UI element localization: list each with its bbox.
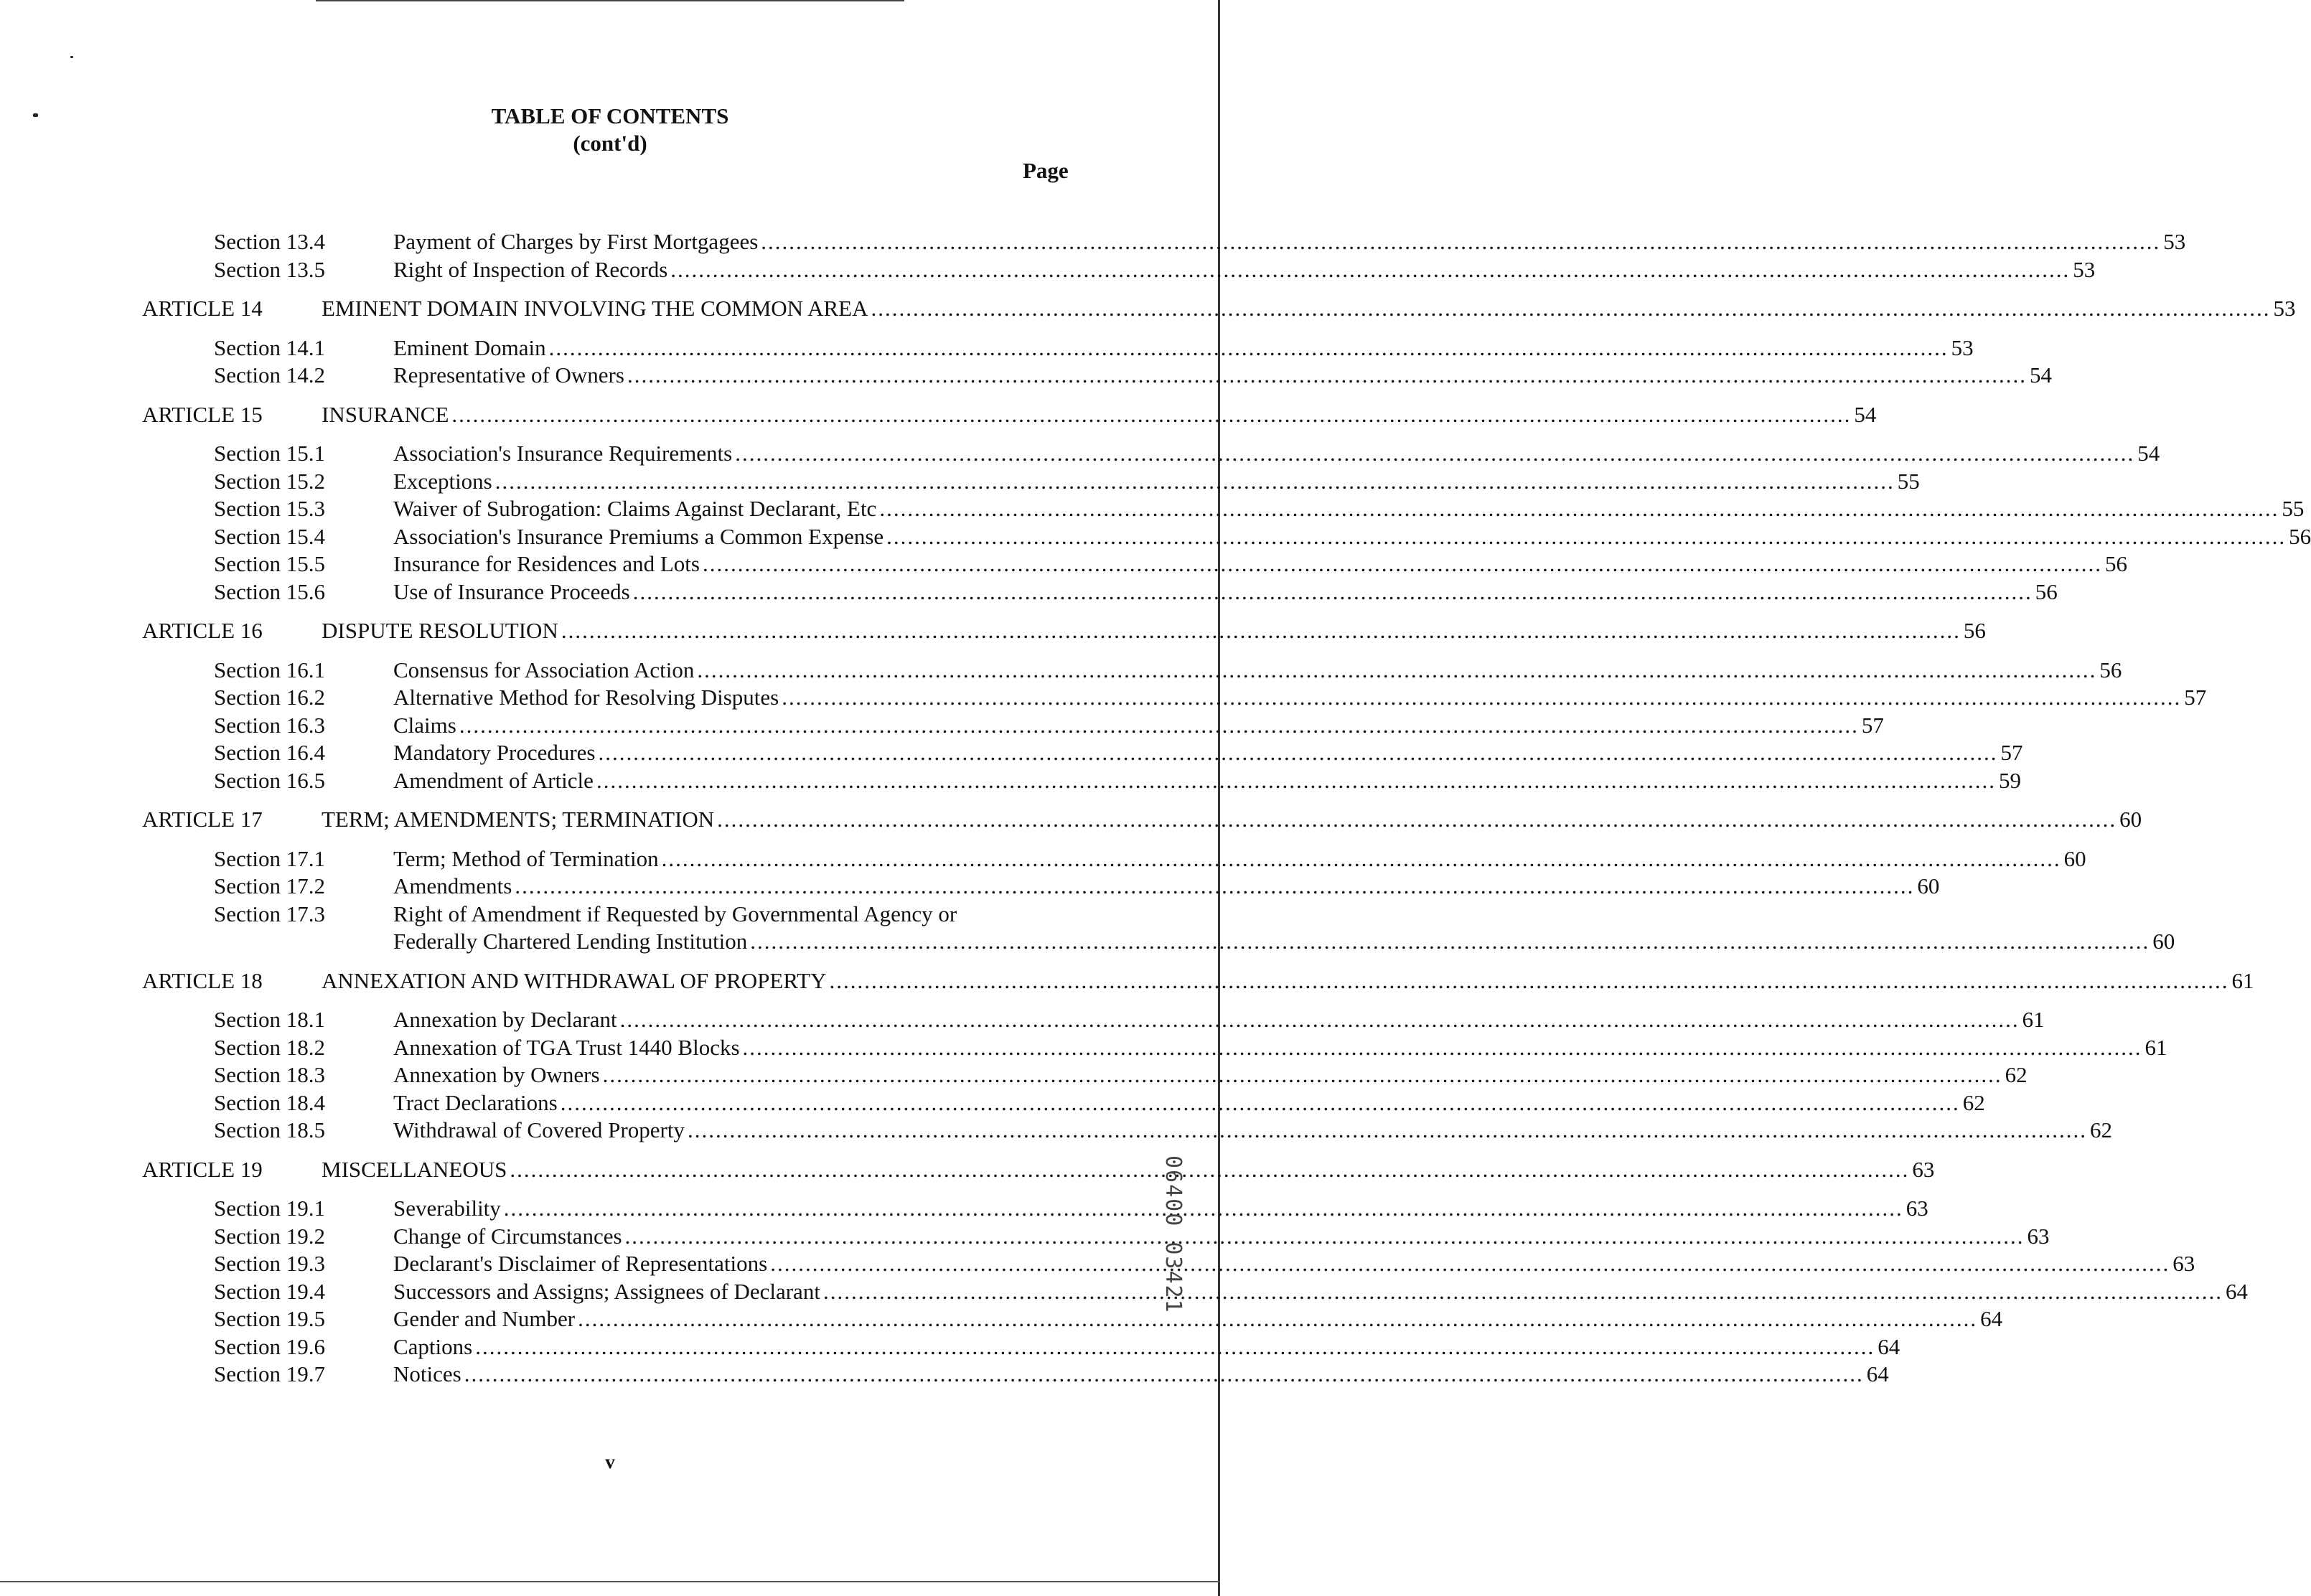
entry-title: TERM; AMENDMENTS; TERMINATION bbox=[322, 807, 715, 832]
entry-number: Section 15.4 bbox=[214, 523, 325, 549]
leader-dots: ........................................................................................................................................................................................................ bbox=[619, 1007, 2020, 1032]
entry-title: Exceptions bbox=[393, 468, 492, 494]
leader-dots: ........................................................................................................................................................................................................ bbox=[702, 551, 2102, 576]
toc-entry bbox=[0, 1006, 2045, 1034]
entry-line bbox=[393, 1223, 2050, 1251]
toc-entry bbox=[0, 1034, 2167, 1062]
entry-line bbox=[393, 845, 2086, 873]
entry-number: Section 17.2 bbox=[214, 873, 325, 898]
entry-number: Section 14.1 bbox=[214, 334, 325, 360]
entry-page: 56 bbox=[2099, 657, 2122, 682]
entry-page: 60 bbox=[2119, 807, 2142, 832]
toc-entry bbox=[0, 1223, 2050, 1251]
entry-line bbox=[393, 1250, 2195, 1278]
entry-page: 61 bbox=[2231, 967, 2254, 993]
entry-number: Section 16.5 bbox=[214, 767, 325, 793]
entry-page: 60 bbox=[2063, 845, 2086, 871]
entry-line bbox=[393, 1034, 2167, 1062]
entry-line bbox=[393, 657, 2122, 685]
entry-page: 54 bbox=[2029, 362, 2052, 388]
toc-entry bbox=[0, 468, 1920, 496]
entry-page: 59 bbox=[1998, 767, 2021, 793]
entry-title: Alternative Method for Resolving Disputes bbox=[393, 685, 779, 710]
entry-line bbox=[393, 1089, 1985, 1117]
leader-dots: ........................................................................................................................................................................................................ bbox=[697, 657, 2097, 682]
entry-number: Section 16.1 bbox=[214, 657, 325, 682]
entry-line bbox=[393, 1333, 1900, 1361]
leader-dots: ........................................................................................................................................................................................................ bbox=[560, 1089, 1960, 1115]
leader-dots: ........................................................................................................................................................................................................ bbox=[561, 618, 1961, 643]
entry-number: Section 17.1 bbox=[214, 845, 325, 871]
entry-page: 55 bbox=[1897, 468, 1920, 494]
entry-line bbox=[393, 1361, 1889, 1389]
entry-number: Section 19.7 bbox=[214, 1361, 325, 1386]
entry-title: Mandatory Procedures bbox=[393, 740, 596, 765]
entry-title: MISCELLANEOUS bbox=[322, 1156, 507, 1182]
entry-title: DISPUTE RESOLUTION bbox=[322, 618, 558, 643]
entry-line bbox=[393, 468, 1920, 496]
entry-page: 64 bbox=[1980, 1306, 2003, 1331]
toc-entry-continuation bbox=[0, 928, 2175, 956]
leader-dots: ........................................................................................................................................................................................................ bbox=[632, 578, 2033, 604]
leader-dots: ........................................................................................................................................................................................................ bbox=[475, 1333, 1875, 1359]
entry-line bbox=[393, 228, 2186, 256]
entry-number: Section 19.1 bbox=[214, 1196, 325, 1221]
leader-dots: ........................................................................................................................................................................................................ bbox=[494, 468, 1895, 494]
entry-title: Representative of Owners bbox=[393, 362, 624, 388]
entry-number: ARTICLE 16 bbox=[142, 618, 263, 643]
entry-title: Term; Method of Termination bbox=[393, 845, 659, 871]
entry-number: Section 17.3 bbox=[214, 901, 325, 926]
leader-dots: ........................................................................................................................................................................................................ bbox=[761, 229, 2161, 254]
entry-page: 60 bbox=[2152, 929, 2175, 954]
toc-entry bbox=[0, 739, 2023, 767]
toc-entry bbox=[0, 1250, 2195, 1278]
entry-number: Section 16.4 bbox=[214, 740, 325, 765]
entry-page: 63 bbox=[2172, 1251, 2195, 1276]
entry-number: ARTICLE 19 bbox=[142, 1156, 263, 1182]
entry-page: 57 bbox=[1861, 712, 1884, 738]
entry-line bbox=[322, 967, 2254, 995]
toc-entry bbox=[0, 550, 2127, 578]
entry-title: Change of Circumstances bbox=[393, 1223, 622, 1249]
toc-entry bbox=[0, 1278, 2248, 1306]
entry-title: Payment of Charges by First Mortgagees bbox=[393, 229, 759, 254]
toc-entry bbox=[0, 362, 2052, 390]
leader-dots: ........................................................................................................................................................................................................ bbox=[515, 873, 1915, 898]
page-subtitle: (cont'd) bbox=[573, 131, 647, 156]
entry-page: 64 bbox=[2225, 1278, 2248, 1304]
entry-page: 63 bbox=[2027, 1223, 2050, 1249]
toc-article bbox=[0, 806, 2142, 834]
entry-line bbox=[393, 767, 2021, 795]
entry-title: Annexation of TGA Trust 1440 Blocks bbox=[393, 1034, 740, 1060]
entry-line bbox=[393, 739, 2023, 767]
entry-line bbox=[393, 928, 2175, 956]
leader-dots: ........................................................................................................................................................................................................ bbox=[782, 685, 2182, 710]
entry-page: 62 bbox=[2089, 1117, 2112, 1142]
entry-title: Claims bbox=[393, 712, 456, 738]
entry-line bbox=[393, 440, 2160, 468]
leader-dots: ........................................................................................................................................................................................................ bbox=[822, 1278, 2223, 1304]
entry-title: Amendments bbox=[393, 873, 512, 898]
entry-title: Use of Insurance Proceeds bbox=[393, 578, 630, 604]
toc-entry bbox=[0, 1117, 2112, 1145]
entry-page: 56 bbox=[2289, 523, 2311, 549]
leader-dots: ........................................................................................................................................................................................................ bbox=[879, 496, 2279, 521]
entry-title: Right of Amendment if Requested by Governmental Agency or bbox=[393, 901, 957, 926]
toc-entry bbox=[0, 1333, 1900, 1361]
entry-line bbox=[393, 495, 2305, 523]
entry-page: 64 bbox=[1878, 1333, 1900, 1359]
entry-title: Association's Insurance Requirements bbox=[393, 441, 733, 466]
entry-line bbox=[393, 1305, 2003, 1333]
entry-page: 62 bbox=[1962, 1089, 1985, 1115]
leader-dots: ........................................................................................................................................................................................................ bbox=[548, 334, 1949, 360]
entry-number: Section 18.1 bbox=[214, 1007, 325, 1032]
leader-dots: ........................................................................................................................................................................................................ bbox=[503, 1196, 1903, 1221]
entry-title: Tract Declarations bbox=[393, 1089, 558, 1115]
toc-entry bbox=[0, 657, 2122, 685]
page-number: v bbox=[605, 1451, 615, 1473]
entry-line bbox=[322, 806, 2142, 834]
entry-page: 64 bbox=[1866, 1361, 1889, 1386]
leader-dots: ........................................................................................................................................................................................................ bbox=[510, 1156, 1910, 1182]
entry-line bbox=[393, 523, 2311, 551]
entry-number: Section 19.5 bbox=[214, 1306, 325, 1331]
entry-page: 63 bbox=[1912, 1156, 1935, 1182]
entry-line bbox=[393, 578, 2058, 606]
toc-entry bbox=[0, 712, 1884, 740]
leader-dots: ........................................................................................................................................................................................................ bbox=[661, 845, 2061, 871]
entry-number: Section 13.4 bbox=[214, 229, 325, 254]
leader-dots: ........................................................................................................................................................................................................ bbox=[578, 1306, 1978, 1331]
toc-article bbox=[0, 295, 2296, 323]
toc-entry bbox=[0, 1195, 1928, 1223]
entry-page: 60 bbox=[1917, 873, 1940, 898]
entry-number: Section 19.4 bbox=[214, 1278, 325, 1304]
entry-number: Section 14.2 bbox=[214, 362, 325, 388]
toc-entry bbox=[0, 1361, 1889, 1389]
leader-dots: ........................................................................................................................................................................................................ bbox=[829, 967, 2229, 993]
toc-article bbox=[0, 401, 1877, 429]
entry-number: ARTICLE 14 bbox=[142, 296, 263, 321]
toc-entry bbox=[0, 578, 2058, 606]
toc-entry bbox=[0, 767, 2021, 795]
toc-entry bbox=[0, 1061, 2028, 1089]
entry-line bbox=[393, 873, 1940, 901]
entry-line bbox=[393, 712, 1884, 740]
toc-entry bbox=[0, 228, 2186, 256]
leader-dots: ........................................................................................................................................................................................................ bbox=[735, 441, 2135, 466]
leader-dots: ........................................................................................................................................................................................................ bbox=[770, 1251, 2170, 1276]
entry-number: Section 19.3 bbox=[214, 1251, 325, 1276]
entry-number: Section 18.3 bbox=[214, 1062, 325, 1087]
page-column-heading: Page bbox=[1023, 158, 1069, 183]
entry-number: Section 16.3 bbox=[214, 712, 325, 738]
leader-dots: ........................................................................................................................................................................................................ bbox=[742, 1034, 2142, 1060]
entry-line bbox=[322, 1156, 1935, 1184]
toc-entry bbox=[0, 440, 2160, 468]
entry-line bbox=[393, 334, 1974, 362]
entry-number: Section 15.3 bbox=[214, 496, 325, 521]
entry-line bbox=[322, 401, 1877, 429]
entry-number: Section 18.4 bbox=[214, 1089, 325, 1115]
entry-line bbox=[393, 1195, 1928, 1223]
entry-page: 61 bbox=[2144, 1034, 2167, 1060]
leader-dots: ........................................................................................................................................................................................................ bbox=[627, 362, 2027, 388]
entry-page: 57 bbox=[2184, 685, 2207, 710]
entry-title: Declarant's Disclaimer of Representations bbox=[393, 1251, 768, 1276]
entry-title: Insurance for Residences and Lots bbox=[393, 551, 700, 576]
entry-title: Right of Inspection of Records bbox=[393, 256, 668, 282]
entry-title: Successors and Assigns; Assignees of Declarant bbox=[393, 1278, 820, 1304]
entry-number: Section 15.2 bbox=[214, 468, 325, 494]
toc-entry bbox=[0, 495, 2305, 523]
toc-entry bbox=[0, 873, 1940, 901]
leader-dots: ........................................................................................................................................................................................................ bbox=[717, 807, 2117, 832]
entry-number: ARTICLE 18 bbox=[142, 967, 263, 993]
leader-dots: ........................................................................................................................................................................................................ bbox=[886, 523, 2287, 549]
entry-title: Captions bbox=[393, 1333, 473, 1359]
document-stamp bbox=[1161, 1155, 1190, 1342]
scan-speck bbox=[70, 56, 73, 58]
toc-entry bbox=[0, 845, 2086, 873]
entry-page: 61 bbox=[2022, 1007, 2045, 1032]
leader-dots: ........................................................................................................................................................................................................ bbox=[598, 740, 1998, 765]
entry-page: 56 bbox=[1963, 618, 1986, 643]
entry-number: Section 16.2 bbox=[214, 685, 325, 710]
toc-entry bbox=[0, 1305, 2003, 1333]
toc-article bbox=[0, 1156, 1935, 1184]
toc-article bbox=[0, 617, 1986, 645]
entry-line bbox=[393, 1061, 2028, 1089]
entry-line bbox=[393, 550, 2127, 578]
entry-title: Annexation by Owners bbox=[393, 1062, 600, 1087]
entry-number: ARTICLE 17 bbox=[142, 807, 263, 832]
table-of-contents bbox=[0, 228, 2311, 1389]
entry-page: 53 bbox=[2273, 296, 2296, 321]
toc-article bbox=[0, 967, 2254, 995]
entry-line bbox=[393, 1278, 2248, 1306]
entry-title: Waiver of Subrogation: Claims Against Declarant, Etc bbox=[393, 496, 877, 521]
leader-dots: ........................................................................................................................................................................................................ bbox=[687, 1117, 2087, 1142]
entry-page: 56 bbox=[2035, 578, 2058, 604]
entry-page: 54 bbox=[1854, 401, 1877, 427]
entry-title: Notices bbox=[393, 1361, 461, 1386]
entry-title: Eminent Domain bbox=[393, 334, 546, 360]
toc-entry bbox=[0, 684, 2207, 712]
toc-entry bbox=[0, 256, 2096, 284]
entry-title: EMINENT DOMAIN INVOLVING THE COMMON AREA bbox=[322, 296, 868, 321]
toc-entry bbox=[0, 523, 2311, 551]
entry-page: 54 bbox=[2137, 441, 2160, 466]
entry-title: ANNEXATION AND WITHDRAWAL OF PROPERTY bbox=[322, 967, 827, 993]
entry-page: 53 bbox=[2163, 229, 2186, 254]
page-title: TABLE OF CONTENTS bbox=[491, 103, 729, 128]
entry-line bbox=[393, 1006, 2045, 1034]
entry-number: Section 15.1 bbox=[214, 441, 325, 466]
entry-title: Severability bbox=[393, 1196, 501, 1221]
entry-line bbox=[393, 362, 2052, 390]
entry-line bbox=[322, 617, 1986, 645]
toc-entry bbox=[0, 1089, 1985, 1117]
entry-number: Section 15.5 bbox=[214, 551, 325, 576]
entry-page: 53 bbox=[1951, 334, 1974, 360]
entry-number: Section 18.2 bbox=[214, 1034, 325, 1060]
leader-dots: ........................................................................................................................................................................................................ bbox=[624, 1223, 2025, 1249]
page-edge-bottom bbox=[0, 1581, 1220, 1582]
entry-title: Gender and Number bbox=[393, 1306, 576, 1331]
entry-line bbox=[393, 1117, 2112, 1145]
entry-title: INSURANCE bbox=[322, 401, 449, 427]
entry-title: Annexation by Declarant bbox=[393, 1007, 617, 1032]
entry-page: 55 bbox=[2282, 496, 2305, 521]
entry-number: Section 19.2 bbox=[214, 1223, 325, 1249]
leader-dots: ........................................................................................................................................................................................................ bbox=[670, 256, 2071, 282]
entry-page: 57 bbox=[2000, 740, 2023, 765]
entry-page: 62 bbox=[2005, 1062, 2028, 1087]
entry-number: Section 13.5 bbox=[214, 256, 325, 282]
scan-edge-top bbox=[316, 0, 904, 1]
entry-number: Section 18.5 bbox=[214, 1117, 325, 1142]
entry-page: 63 bbox=[1905, 1196, 1928, 1221]
entry-title: Association's Insurance Premiums a Common Expense bbox=[393, 523, 884, 549]
leader-dots: ........................................................................................................................................................................................................ bbox=[451, 401, 1852, 427]
entry-title: Federally Chartered Lending Institution bbox=[393, 929, 748, 954]
stamp-number: 06400 03421 bbox=[1161, 1155, 1186, 1314]
entry-page: 53 bbox=[2073, 256, 2096, 282]
entry-number: Section 19.6 bbox=[214, 1333, 325, 1359]
entry-number: Section 15.6 bbox=[214, 578, 325, 604]
entry-line bbox=[393, 684, 2207, 712]
entry-title: Withdrawal of Covered Property bbox=[393, 1117, 685, 1142]
entry-line bbox=[393, 901, 1075, 929]
entry-title: Amendment of Article bbox=[393, 767, 594, 793]
entry-page: 56 bbox=[2104, 551, 2127, 576]
toc-entry bbox=[0, 334, 1974, 362]
leader-dots: ........................................................................................................................................................................................................ bbox=[750, 929, 2150, 954]
toc-entry bbox=[0, 901, 1229, 929]
entry-line bbox=[393, 256, 2096, 284]
entry-number: ARTICLE 15 bbox=[142, 401, 263, 427]
leader-dots: ........................................................................................................................................................................................................ bbox=[459, 712, 1859, 738]
leader-dots: ........................................................................................................................................................................................................ bbox=[464, 1361, 1864, 1386]
leader-dots: ........................................................................................................................................................................................................ bbox=[602, 1062, 2002, 1087]
entry-title: Consensus for Association Action bbox=[393, 657, 695, 682]
entry-line bbox=[322, 295, 2296, 323]
leader-dots: ........................................................................................................................................................................................................ bbox=[596, 767, 1996, 793]
leader-dots: ........................................................................................................................................................................................................ bbox=[871, 296, 2271, 321]
